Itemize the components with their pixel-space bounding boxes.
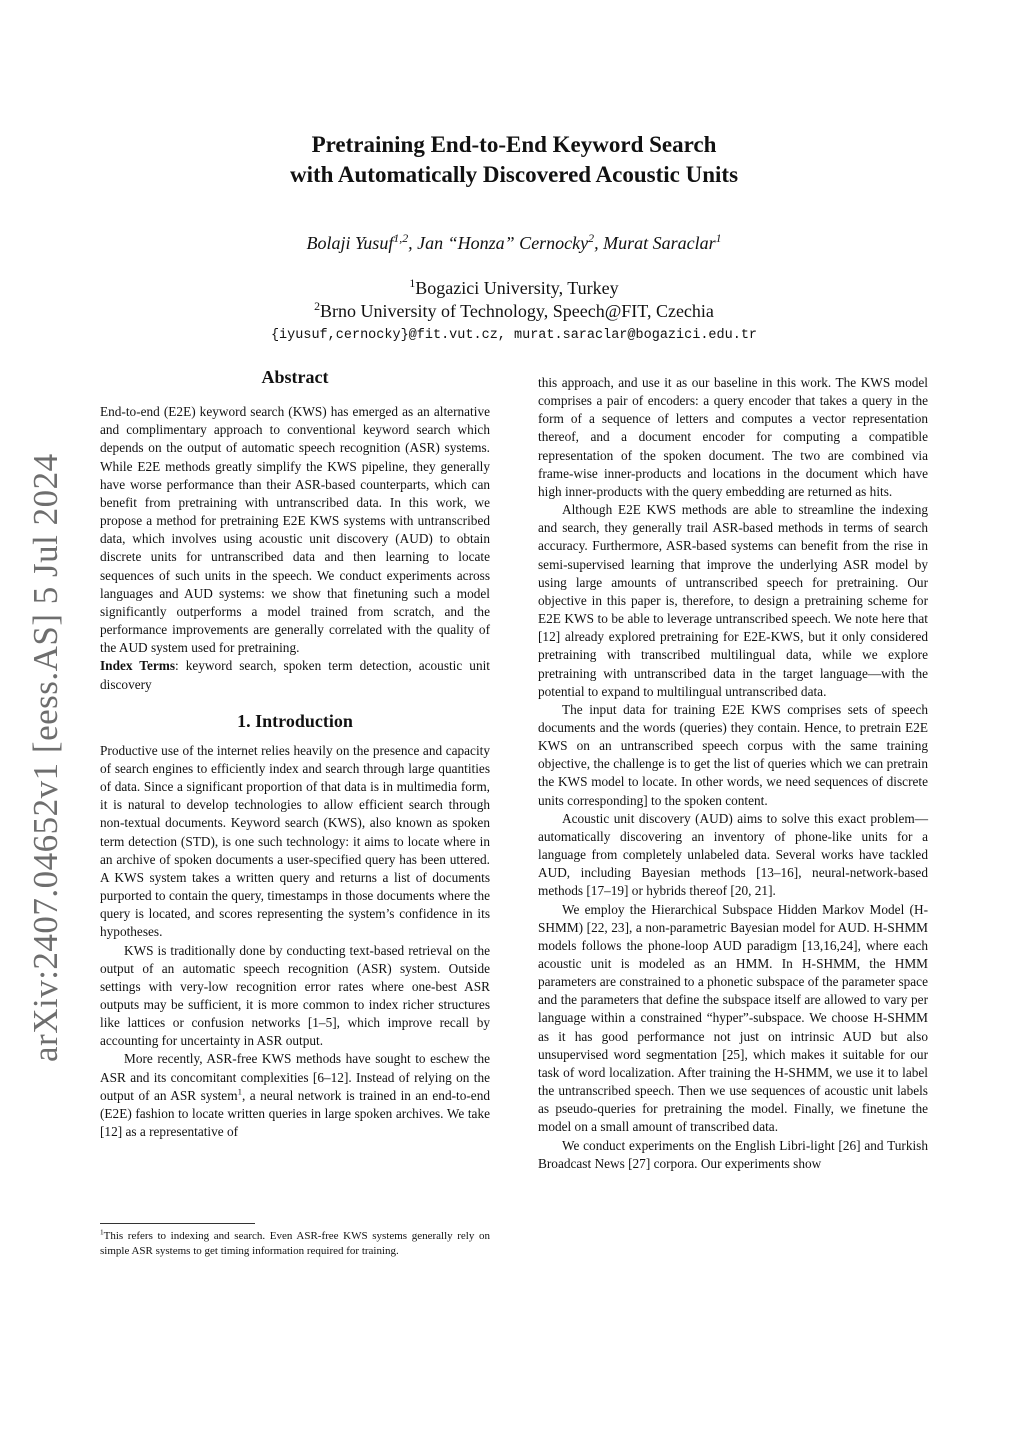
intro-paragraph-5: Although E2E KWS methods are able to streamline the indexing and search, they generally trail ASR-based methods in terms of search accuracy. Furthermore, ASR-based systems can benefit from the rise in semi-supervised learning that improve the underlying ASR model by using large amounts of untranscribed speech for pretraining. Our objective in this paper is, therefore, to design a pretraining scheme for E2E KWS to be able to leverage untranscribed speech. We note here that [12] already explored pretraining for E2E-KWS, but it only considered pretraining with transcribed multilingual data, while we explore pretraining with untranscribed data in the target language—with the potential to expand to multilingual untranscribed data. — [538, 502, 928, 699]
author-3-affil: 1 — [715, 231, 722, 245]
abstract-text: End-to-end (E2E) keyword search (KWS) has emerged as an alternative and complimentary approach to conventional keyword search which depends on the output of automatic speech recognition (ASR) systems. While E2E methods greatly simplify the KWS pipeline, they generally have worse performance than their ASR-based counterparts, which can benefit from pretraining with untranscribed data. In this work, we propose a method for pretraining E2E KWS systems with untranscribed data, which involves using acoustic unit discovery (AUD) to obtain discrete units for untranscribed data and then learning to locate sequences of such units in the speech. We conduct experiments across languages and AUD systems: we show that finetuning such a model significantly outperforms a model trained from scratch, and the performance improvements are generally correlated with the quality of the AUD system used for pretraining. — [100, 404, 490, 656]
paper-title — [160, 130, 868, 190]
intro-paragraph-7: Acoustic unit discovery (AUD) aims to solve this exact problem—automatically discovering an inventory of phone-like units for a language from completely unlabeled data. Several works have tackled AUD, including Bayesian methods [13–16], neural-network-based methods [17–19] or hybrids thereof [20, 21]. — [538, 810, 928, 899]
abstract-heading: Abstract — [261, 367, 329, 387]
affiliation-1 — [160, 277, 868, 300]
index-terms — [100, 657, 490, 693]
author-emails: {iyusuf,cernocky}@fit.vut.cz, murat.saraclar@bogazici.edu.tr — [270, 328, 758, 343]
author-2-affil: 2 — [588, 231, 595, 245]
intro-paragraph-3-part-a: More recently, ASR-free KWS methods have sought to eschew the ASR and its concomitant complexities [6–12]. Instead of relying on the output of an ASR system — [100, 1051, 490, 1103]
title-line-2: with Automatically Discovered Acoustic Units — [289, 162, 739, 187]
affiliation-2-marker: 2 — [314, 299, 321, 313]
intro-paragraph-6: The input data for training E2E KWS comprises sets of speech documents and the words (queries) they contain. Hence, to pretrain E2E KWS on an untranscribed speech corpus with the same training objective, the challenge is to get the list of queries which we can pretrain the KWS model to locate. In other words, we need sequences of discrete units corresponding] to the spoken content. — [538, 701, 928, 808]
author-1: Bolaji Yusuf — [306, 233, 394, 253]
section-heading-introduction: 1. Introduction — [237, 710, 353, 731]
footnote-divider — [100, 1223, 255, 1224]
index-terms-label: Index Terms — [100, 658, 175, 674]
footnote-number: 1 — [100, 1228, 104, 1237]
intro-paragraph-3 — [100, 1050, 490, 1141]
author-list — [160, 233, 868, 254]
footnote — [100, 1229, 490, 1258]
affiliation-1-text: Bogazici University, Turkey — [415, 278, 619, 298]
intro-paragraph-2: KWS is traditionally done by conducting text-based retrieval on the output of an automatic speech recognition (ASR) system. Outside settings with very-low recognition error rates where one-best ASR outputs may be sufficient, it is more common to index richer structures like lattices or confusion networks [1–5], which improve recall by accounting for uncertainty in ASR output. — [100, 942, 490, 1049]
index-terms-text: : keyword search, spoken term detection, acoustic unit discovery — [100, 658, 490, 692]
right-column — [538, 374, 928, 1173]
author-3: Murat Saraclar — [603, 233, 716, 253]
intro-paragraph-9: We conduct experiments on the English Libri-light [26] and Turkish Broadcast News [27] corpora. Our experiments show — [538, 1137, 928, 1171]
affiliation-2 — [160, 300, 868, 323]
footnote-text: This refers to indexing and search. Even ASR-free KWS systems generally rely on simple ASR systems to get timing information required for training. — [100, 1230, 490, 1257]
author-separator: , — [408, 233, 418, 253]
intro-paragraph-4: this approach, and use it as our baseline in this work. The KWS model comprises a pair of encoders: a query encoder that takes a query in the form of a sequence of letters and computes a vector representation thereof, and a document encoder for computing a compatible representation of the spoken document. The two are combined via frame-wise inner-products and locations in the document which have high inner-products with the query embedding are returned as hits. — [538, 375, 928, 499]
author-2: Jan “Honza” Cernocky — [417, 233, 589, 253]
arxiv-side-stamp: arXiv:2407.04652v1 [eess.AS] 5 Jul 2024 — [26, 453, 65, 1062]
intro-paragraph-1: Productive use of the internet relies heavily on the presence and capacity of search engines to efficiently index and search through large quantities of data. Since a significant proportion of that data is in multimedia form, it is natural to develop technologies to allow efficient search through non-textual documents. Keyword search (KWS), also known as spoken term detection (STD), is one such technology: it aims to locate where in an archive of spoken documents a user-specified query has been uttered. A KWS system takes a written query and returns a list of documents purported to contain the query, timestamps in those documents where the query is located, and scores representing the system’s confidence in its hypotheses. — [100, 742, 490, 940]
intro-paragraph-3-part-b: , a neural network is trained in an end-to-end (E2E) fashion to locate written queries in large spoken archives. We take [12] as a representative of — [100, 1087, 490, 1140]
title-line-1: Pretraining End-to-End Keyword Search — [311, 132, 717, 157]
footnote-marker: 1 — [237, 1086, 242, 1097]
affiliations — [160, 277, 868, 323]
author-separator: , — [594, 233, 604, 253]
intro-paragraph-8: We employ the Hierarchical Subspace Hidden Markov Model (H-SHMM) [22, 23], a non-parametric Bayesian model for AUD. H-SHMM models follows the phone-loop AUD paradigm [13,16,24], where each acoustic unit is modeled as an HMM. In H-SHMM, the HMM parameters are constrained to a phonetic subspace of the parameter space and the parameters that define the subspace itself are allowed to vary per language within a constrained “hyper”-subspace. We choose H-SHMM as it has good performance not just on intrinsic AUD but also unsupervised word segmentation [25], which makes it suitable for our task of word localization. After training the H-SHMM, we use it to label the untranscribed speech. Then we use sequences of acoustic unit labels as pseudo-queries for pretraining the model. Finally, we finetune the model on a small amount of transcribed data. — [538, 901, 928, 1135]
author-1-affil: 1,2 — [393, 231, 409, 245]
affiliation-1-marker: 1 — [409, 276, 416, 290]
affiliation-2-text: Brno University of Technology, Speech@FIT, Czechia — [320, 301, 714, 321]
left-column — [100, 368, 490, 1141]
